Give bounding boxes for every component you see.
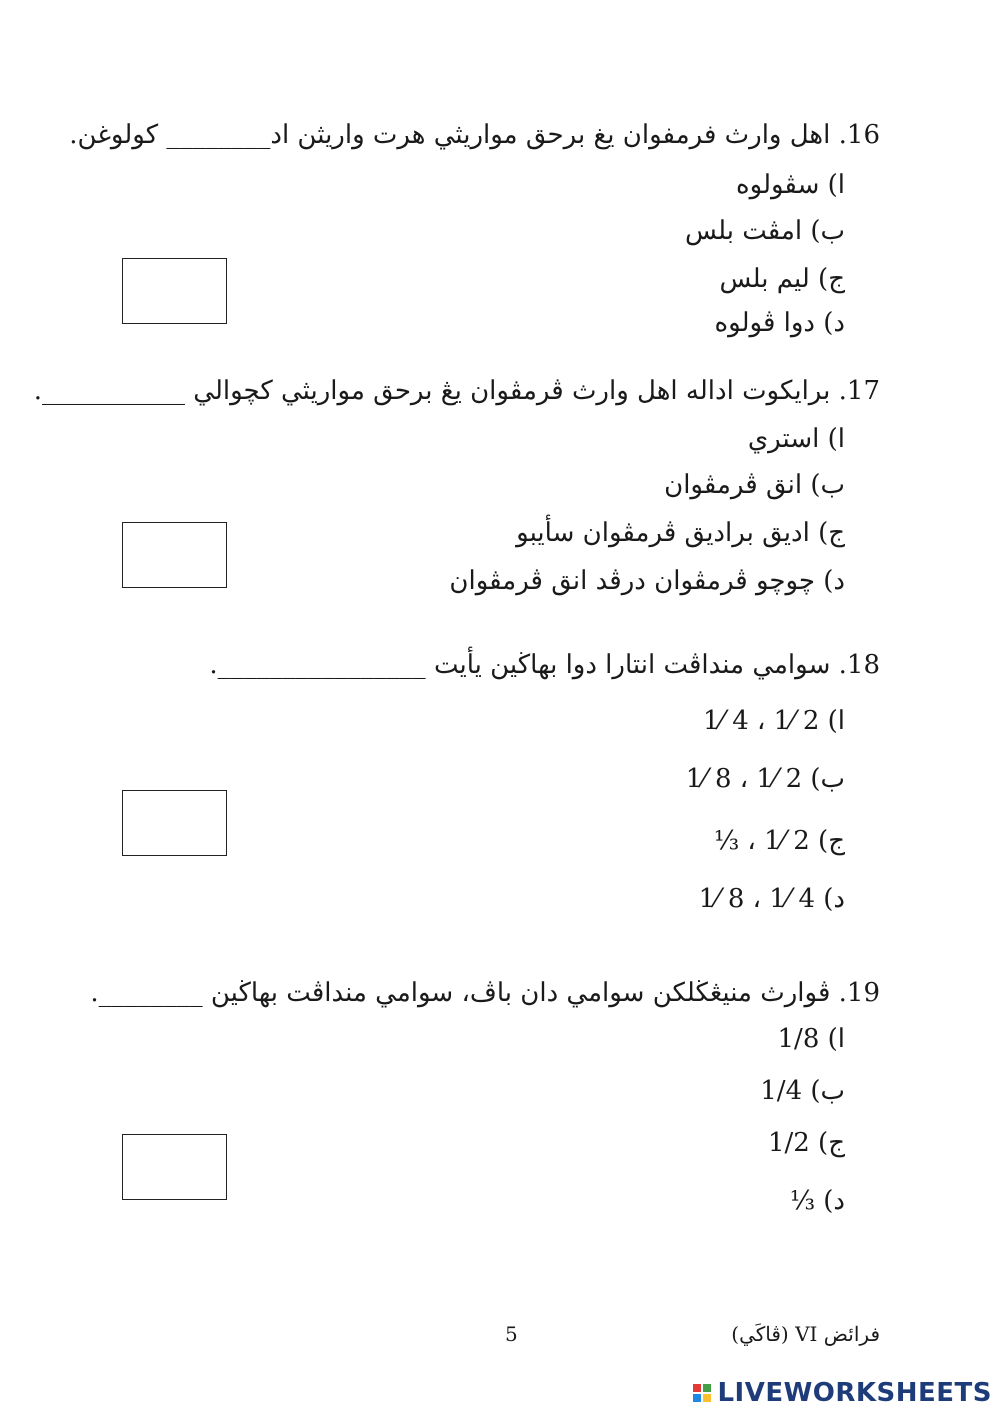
question-16-option-c: ج) ليم بلس bbox=[719, 264, 845, 294]
question-18-stem: 18. سوامي منداڤت انتارا دوا بهاڬين يأيت ________________. bbox=[209, 650, 880, 680]
question-19-option-d: د) ⅓ bbox=[789, 1186, 845, 1216]
question-19-option-a: ا) 1/8 bbox=[777, 1024, 845, 1054]
question-17-stem: 17. برايكوت اداله اهل وارث ڤرمڤوان يڠ برحق مواريثي كچوالي ___________. bbox=[33, 376, 880, 406]
logo-mark-cell bbox=[693, 1394, 701, 1402]
question-16-option-a: ا) سڤولوه bbox=[736, 170, 845, 200]
footer-subject: فرائض VI (ڤاكَي) bbox=[731, 1322, 880, 1346]
liveworksheets-logo-text: LIVEWORKSHEETS bbox=[717, 1378, 992, 1408]
logo-mark-cell bbox=[703, 1394, 711, 1402]
question-17-option-d: د) چوچو ڤرمڤوان درڤد انق ڤرمڤوان bbox=[449, 566, 845, 596]
question-17-answer-box[interactable] bbox=[122, 522, 227, 588]
question-17-option-b: ب) انق ڤرمڤوان bbox=[664, 470, 845, 500]
question-17-option-a: ا) استري bbox=[747, 424, 845, 454]
question-18-answer-box[interactable] bbox=[122, 790, 227, 856]
question-18-option-d: د) 4 ⁄1 ، 8 ⁄1 bbox=[698, 884, 845, 914]
liveworksheets-logo-mark bbox=[693, 1384, 711, 1402]
question-19-option-b: ب) 1/4 bbox=[760, 1076, 845, 1106]
question-16-stem: 16. اهل وارث فرمفوان يغ برحق مواريثي هرت واريثن اد________ كولوغن. bbox=[69, 120, 880, 150]
question-19-answer-box[interactable] bbox=[122, 1134, 227, 1200]
question-18-option-b: ب) 2 ⁄1 ، 8 ⁄1 bbox=[685, 764, 845, 794]
question-19-option-c: ج) 1/2 bbox=[767, 1128, 845, 1158]
question-19-stem: 19. ڤوارث منيڠڬلكن سوامي دان باڤ، سوامي منداڤت بهاڬين ________. bbox=[90, 978, 880, 1008]
question-17-option-c: ج) اديق براديق ڤرمڤوان سأيبو bbox=[516, 518, 845, 548]
logo-mark-cell bbox=[693, 1384, 701, 1392]
question-16-option-b: ب) امڤت بلس bbox=[685, 216, 845, 246]
logo-mark-cell bbox=[703, 1384, 711, 1392]
question-16-option-d: د) دوا ڤولوه bbox=[714, 308, 845, 338]
question-18-option-a: ا) 2 ⁄1 ، 4 ⁄1 bbox=[703, 706, 845, 736]
liveworksheets-logo bbox=[693, 1376, 992, 1410]
question-18-option-c: ج) 2 ⁄1 ، ⅓ bbox=[713, 826, 845, 856]
page-number: 5 bbox=[505, 1322, 518, 1346]
question-16-answer-box[interactable] bbox=[122, 258, 227, 324]
